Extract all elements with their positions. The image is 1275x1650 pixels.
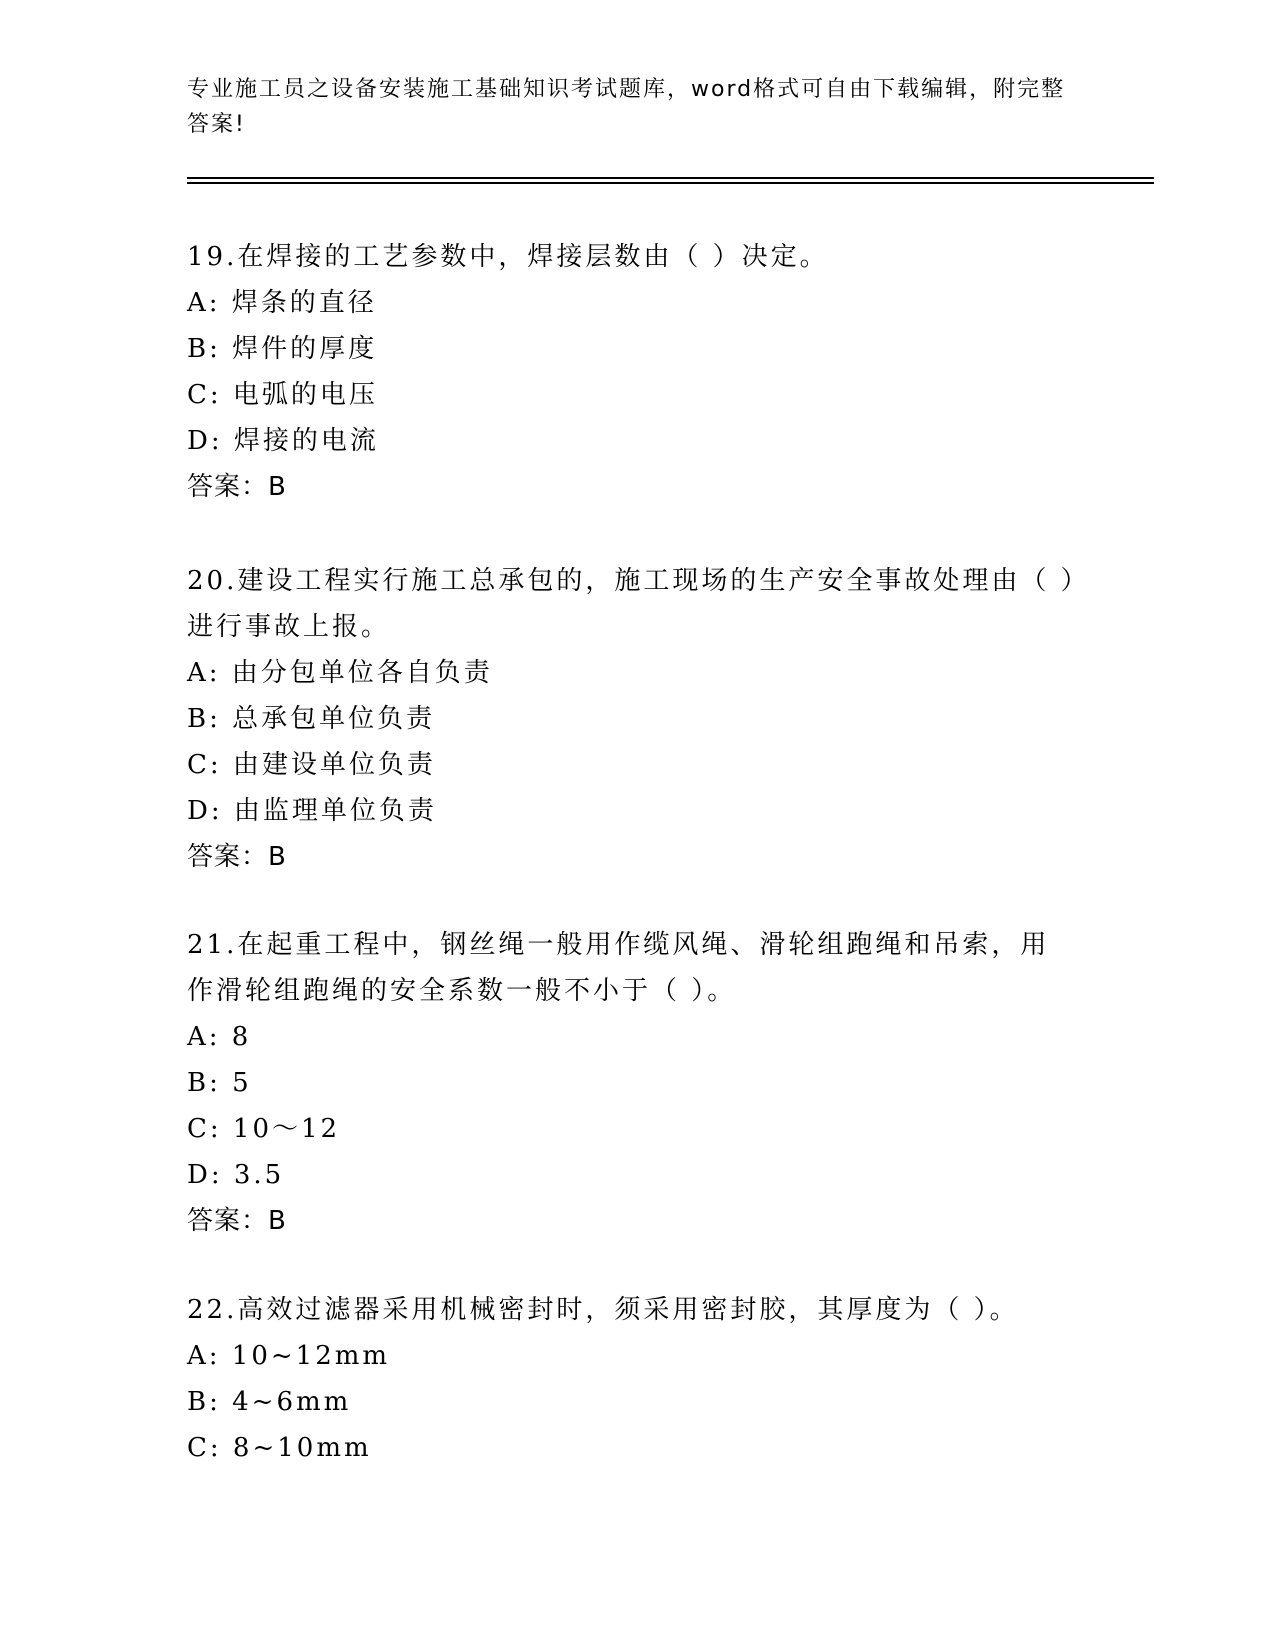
option-c: C: 8~10mm	[187, 1433, 372, 1463]
option-b: B: 总承包单位负责	[187, 704, 436, 734]
option-c: C: 由建设单位负责	[187, 750, 436, 780]
document-header-title: 专业施工员之设备安装施工基础知识考试题库，word格式可自由下载编辑，附完整答案!	[187, 77, 1066, 137]
question-stem: 22.高效过滤器采用机械密封时，须采用密封胶，其厚度为（ ）。	[187, 1295, 1019, 1325]
option-d: D: 由监理单位负责	[187, 796, 437, 826]
option-d: D: 3.5	[187, 1160, 285, 1190]
option-a: A: 8	[187, 1022, 252, 1052]
header-divider-top	[187, 177, 1154, 179]
option-a: A: 10~12mm	[187, 1341, 391, 1371]
option-a: A: 由分包单位各自负责	[187, 658, 493, 688]
question-stem: 21.在起重工程中，钢丝绳一般用作缆风绳、滑轮组跑绳和吊索，用作滑轮组跑绳的安全系数一般不小于（ ）。	[187, 930, 1050, 1006]
question-stem: 19.在焊接的工艺参数中，焊接层数由（ ）决定。	[187, 242, 829, 272]
answer-line: 答案：B	[187, 1206, 287, 1236]
question-22	[187, 1287, 1087, 1471]
question-19	[187, 234, 1087, 510]
option-b: B: 焊件的厚度	[187, 334, 378, 364]
option-d: D: 焊接的电流	[187, 426, 379, 456]
question-stem: 20.建设工程实行施工总承包的，施工现场的生产安全事故处理由（ ）进行事故上报。	[187, 566, 1077, 642]
question-20	[187, 558, 1087, 880]
question-21	[187, 922, 1087, 1244]
option-a: A: 焊条的直径	[187, 288, 377, 318]
option-c: C: 电弧的电压	[187, 380, 378, 410]
header-divider-bottom	[187, 182, 1154, 184]
option-c: C: 10～12	[187, 1114, 341, 1144]
option-b: B: 5	[187, 1068, 252, 1098]
answer-line: 答案：B	[187, 842, 287, 872]
option-b: B: 4~6mm	[187, 1387, 352, 1417]
answer-line: 答案：B	[187, 472, 287, 502]
